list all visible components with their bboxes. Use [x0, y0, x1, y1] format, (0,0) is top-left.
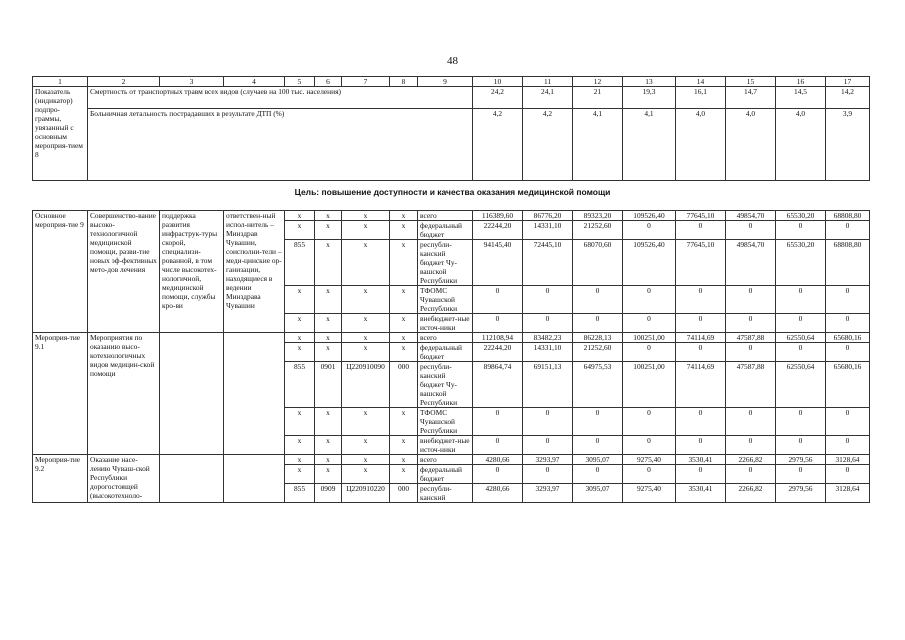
indicator-value-cell: 4,2: [473, 109, 523, 181]
funding-value-cell: 0: [523, 465, 573, 484]
column-number-cell: 8: [390, 77, 418, 87]
code-section-cell: 0901: [315, 362, 342, 408]
funding-value-cell: 77645,10: [676, 240, 726, 286]
column-number-cell: 4: [224, 77, 285, 87]
activity-id-cell: Мероприя-тие 9.1: [33, 333, 88, 455]
indicator-value-cell: 14,2: [826, 87, 870, 109]
funding-value-cell: 0: [473, 314, 523, 333]
code-grbs-cell: 855: [285, 484, 315, 503]
funding-value-cell: 86228,13: [573, 333, 623, 343]
funding-value-cell: 0: [623, 465, 676, 484]
code-grbs-cell: 855: [285, 240, 315, 286]
code-expense-cell: x: [390, 408, 418, 436]
activity-name-cell: Совершенство-вание высоко-технологичной медицинской помощи, разви-тие новых эф-фективных мето-дов лечения: [88, 211, 160, 333]
funding-value-cell: 0: [726, 314, 776, 333]
funding-value-cell: 49854,70: [726, 240, 776, 286]
funding-value-cell: 100251,00: [623, 362, 676, 408]
indicator-row: [33, 109, 870, 181]
code-section-cell: x: [315, 221, 342, 240]
code-section-cell: x: [315, 211, 342, 221]
activity-name-cell: Мероприятия по оказанию высо-котехнологичных видов медицин-ской помощи: [88, 333, 160, 455]
code-target-cell: Ц220910220: [342, 484, 390, 503]
funding-value-cell: 22244,20: [473, 343, 523, 362]
funding-value-cell: 65680,16: [826, 362, 870, 408]
funding-value-cell: 94145,40: [473, 240, 523, 286]
code-grbs-cell: x: [285, 343, 315, 362]
funding-value-cell: 0: [776, 314, 826, 333]
funding-value-cell: 77645,10: [676, 211, 726, 221]
code-expense-cell: 000: [390, 362, 418, 408]
funding-value-cell: 47587,88: [726, 362, 776, 408]
funding-value-cell: 0: [523, 286, 573, 314]
column-number-cell: 16: [776, 77, 826, 87]
funding-value-cell: 112108,94: [473, 333, 523, 343]
funding-value-cell: 0: [826, 436, 870, 455]
funding-value-cell: 0: [776, 286, 826, 314]
code-expense-cell: x: [390, 221, 418, 240]
funding-value-cell: 0: [726, 286, 776, 314]
funding-value-cell: 62550,64: [776, 333, 826, 343]
funding-value-cell: 9275,40: [623, 455, 676, 465]
activity-executor-cell: ответствен-ный испол-нитель – Минздрав Чувашии, соисполни-тели – меди-цинские ор-ганизации, находящиеся в ведении Минздрава Чувашии: [224, 211, 285, 333]
funding-value-cell: 21252,60: [573, 221, 623, 240]
funding-value-cell: 109526,40: [623, 211, 676, 221]
funding-value-cell: 0: [776, 436, 826, 455]
code-expense-cell: x: [390, 240, 418, 286]
funding-value-cell: 4280,66: [473, 455, 523, 465]
funding-value-cell: 3128,64: [826, 455, 870, 465]
indicator-table: [32, 76, 870, 181]
funding-value-cell: 100251,00: [623, 333, 676, 343]
funding-value-cell: 0: [573, 286, 623, 314]
funding-value-cell: 0: [623, 221, 676, 240]
funding-value-cell: 2979,56: [776, 455, 826, 465]
code-grbs-cell: x: [285, 314, 315, 333]
funding-value-cell: 68808,80: [826, 240, 870, 286]
code-target-cell: x: [342, 221, 390, 240]
funding-value-cell: 0: [676, 408, 726, 436]
funding-value-cell: 0: [473, 286, 523, 314]
funding-source-cell: республи-канский бюджет Чу-вашской Республики: [418, 240, 473, 286]
funding-value-cell: 0: [676, 465, 726, 484]
funding-value-cell: 3530,41: [676, 455, 726, 465]
code-section-cell: x: [315, 436, 342, 455]
code-expense-cell: x: [390, 436, 418, 455]
goal-title: Цель: повышение доступности и качества оказания медицинской помощи: [294, 187, 611, 197]
funding-source-cell: республи-канский бюджет Чу-вашской Республики: [418, 362, 473, 408]
code-expense-cell: x: [390, 343, 418, 362]
page-number: 48: [447, 55, 458, 67]
funding-value-cell: 0: [573, 436, 623, 455]
indicator-value-cell: 4,2: [523, 109, 573, 181]
funding-value-cell: 0: [726, 343, 776, 362]
activity-task-cell: [160, 455, 224, 503]
funding-value-cell: 2979,56: [776, 484, 826, 503]
code-target-cell: x: [342, 314, 390, 333]
funding-value-cell: 2266,82: [726, 455, 776, 465]
funding-value-cell: 3095,07: [573, 455, 623, 465]
funding-value-cell: 0: [676, 343, 726, 362]
funding-value-cell: 0: [573, 408, 623, 436]
funding-value-cell: 3095,07: [573, 484, 623, 503]
funding-value-cell: 86776,20: [523, 211, 573, 221]
funding-value-cell: 116389,60: [473, 211, 523, 221]
funding-value-cell: 0: [676, 436, 726, 455]
column-number-cell: 2: [88, 77, 160, 87]
column-number-cell: 11: [523, 77, 573, 87]
code-expense-cell: x: [390, 333, 418, 343]
funding-source-cell: ТФОМС Чувашской Республики: [418, 286, 473, 314]
column-number-cell: 3: [160, 77, 224, 87]
funding-value-cell: 22244,20: [473, 221, 523, 240]
funding-value-cell: 68808,80: [826, 211, 870, 221]
funding-value-cell: 0: [473, 465, 523, 484]
funding-value-cell: 68070,60: [573, 240, 623, 286]
funding-row: [33, 455, 870, 465]
funding-value-cell: 74114,69: [676, 362, 726, 408]
funding-value-cell: 64975,53: [573, 362, 623, 408]
funding-source-cell: ТФОМС Чувашской Республики: [418, 408, 473, 436]
funding-value-cell: 3530,41: [676, 484, 726, 503]
code-target-cell: x: [342, 333, 390, 343]
funding-value-cell: 65680,16: [826, 333, 870, 343]
code-grbs-cell: x: [285, 333, 315, 343]
funding-value-cell: 0: [623, 314, 676, 333]
funding-value-cell: 3293,97: [523, 455, 573, 465]
funding-value-cell: 0: [573, 314, 623, 333]
funding-source-cell: федеральный бюджет: [418, 465, 473, 484]
code-grbs-cell: x: [285, 465, 315, 484]
code-target-cell: x: [342, 455, 390, 465]
column-number-cell: 15: [726, 77, 776, 87]
funding-source-cell: всего: [418, 211, 473, 221]
code-target-cell: x: [342, 436, 390, 455]
code-grbs-cell: 855: [285, 362, 315, 408]
code-target-cell: x: [342, 465, 390, 484]
funding-value-cell: 21252,60: [573, 343, 623, 362]
funding-value-cell: 0: [573, 465, 623, 484]
funding-value-cell: 0: [726, 465, 776, 484]
funding-source-cell: внебюджет-ные источ-ники: [418, 436, 473, 455]
code-target-cell: x: [342, 286, 390, 314]
indicator-value-cell: 4,0: [776, 109, 826, 181]
indicator-value-cell: 4,0: [676, 109, 726, 181]
indicator-value-cell: 24,1: [523, 87, 573, 109]
funding-source-cell: всего: [418, 333, 473, 343]
code-section-cell: x: [315, 314, 342, 333]
column-number-row: [33, 77, 870, 87]
funding-value-cell: 0: [676, 221, 726, 240]
indicator-value-cell: 19,3: [623, 87, 676, 109]
funding-value-cell: 0: [776, 465, 826, 484]
column-number-cell: 5: [285, 77, 315, 87]
code-expense-cell: x: [390, 465, 418, 484]
funding-value-cell: 49854,70: [726, 211, 776, 221]
funding-value-cell: 65530,20: [776, 240, 826, 286]
funding-value-cell: 0: [623, 286, 676, 314]
funding-value-cell: 47587,88: [726, 333, 776, 343]
funding-value-cell: 14331,10: [523, 343, 573, 362]
code-section-cell: x: [315, 286, 342, 314]
funding-value-cell: 69151,13: [523, 362, 573, 408]
funding-value-cell: 89864,74: [473, 362, 523, 408]
indicator-value-cell: 4,1: [623, 109, 676, 181]
indicator-label-cell: Показатель (индикатор) подпро-граммы, увязанный с основным мероприя-тием 8: [33, 87, 88, 181]
funding-value-cell: 0: [676, 314, 726, 333]
funding-value-cell: 0: [623, 408, 676, 436]
code-expense-cell: x: [390, 455, 418, 465]
funding-value-cell: 2266,82: [726, 484, 776, 503]
funding-value-cell: 109526,40: [623, 240, 676, 286]
funding-value-cell: 0: [776, 343, 826, 362]
funding-value-cell: 0: [726, 408, 776, 436]
code-target-cell: x: [342, 240, 390, 286]
code-target-cell: x: [342, 211, 390, 221]
funding-value-cell: 0: [826, 408, 870, 436]
funding-value-cell: 0: [523, 436, 573, 455]
code-section-cell: x: [315, 465, 342, 484]
code-section-cell: x: [315, 408, 342, 436]
activity-id-cell: Мероприя-тие 9.2: [33, 455, 88, 503]
column-number-cell: 9: [418, 77, 473, 87]
indicator-name-cell: Смертность от транспортных травм всех видов (случаев на 100 тыс. населения): [88, 87, 473, 109]
indicator-value-cell: 14,7: [726, 87, 776, 109]
indicator-value-cell: 4,0: [726, 109, 776, 181]
code-expense-cell: x: [390, 314, 418, 333]
code-grbs-cell: x: [285, 221, 315, 240]
code-section-cell: x: [315, 343, 342, 362]
funding-row: [33, 333, 870, 343]
activity-executor-cell: [224, 333, 285, 455]
column-number-cell: 7: [342, 77, 390, 87]
funding-value-cell: 0: [473, 408, 523, 436]
funding-value-cell: 0: [826, 286, 870, 314]
funding-value-cell: 89323,20: [573, 211, 623, 221]
funding-value-cell: 72445,10: [523, 240, 573, 286]
funding-value-cell: 0: [623, 436, 676, 455]
code-grbs-cell: x: [285, 436, 315, 455]
indicator-value-cell: 24,2: [473, 87, 523, 109]
funding-source-cell: федеральный бюджет: [418, 343, 473, 362]
column-number-cell: 6: [315, 77, 342, 87]
funding-value-cell: 0: [473, 436, 523, 455]
funding-value-cell: 0: [776, 221, 826, 240]
indicator-name-cell: Больничная летальность пострадавших в результате ДТП (%): [88, 109, 473, 181]
code-section-cell: x: [315, 455, 342, 465]
funding-value-cell: 0: [623, 343, 676, 362]
code-section-cell: x: [315, 333, 342, 343]
funding-value-cell: 62550,64: [776, 362, 826, 408]
funding-source-cell: республи-канский: [418, 484, 473, 503]
indicator-value-cell: 4,1: [573, 109, 623, 181]
code-section-cell: 0909: [315, 484, 342, 503]
activity-name-cell: Оказание насе-лению Чуваш-ской Республики дорогостоящей (высокотехноло-: [88, 455, 160, 503]
code-expense-cell: x: [390, 211, 418, 221]
funding-value-cell: 0: [676, 286, 726, 314]
column-number-cell: 1: [33, 77, 88, 87]
indicator-value-cell: 3,9: [826, 109, 870, 181]
indicator-row: [33, 87, 870, 109]
funding-value-cell: 83482,23: [523, 333, 573, 343]
funding-value-cell: 0: [826, 343, 870, 362]
funding-value-cell: 14331,10: [523, 221, 573, 240]
code-section-cell: x: [315, 240, 342, 286]
column-number-cell: 17: [826, 77, 870, 87]
funding-row: [33, 211, 870, 221]
funding-value-cell: 0: [523, 314, 573, 333]
column-number-cell: 14: [676, 77, 726, 87]
code-target-cell: Ц220910090: [342, 362, 390, 408]
code-target-cell: x: [342, 408, 390, 436]
funding-source-cell: внебюджет-ные источ-ники: [418, 314, 473, 333]
code-grbs-cell: x: [285, 286, 315, 314]
code-grbs-cell: x: [285, 408, 315, 436]
activity-task-cell: поддержка развития инфраструк-туры скорой, специализи-рованной, в том числе высокотех-нологичной, медицинской помощи, службы кро-ви: [160, 211, 224, 333]
funding-value-cell: 0: [523, 408, 573, 436]
column-number-cell: 12: [573, 77, 623, 87]
code-grbs-cell: x: [285, 455, 315, 465]
program-table: [32, 210, 870, 503]
activity-executor-cell: [224, 455, 285, 503]
column-number-cell: 10: [473, 77, 523, 87]
code-grbs-cell: x: [285, 211, 315, 221]
funding-value-cell: 0: [826, 314, 870, 333]
activity-id-cell: Основное мероприя-тие 9: [33, 211, 88, 333]
funding-source-cell: всего: [418, 455, 473, 465]
funding-value-cell: 65530,20: [776, 211, 826, 221]
column-number-cell: 13: [623, 77, 676, 87]
code-expense-cell: x: [390, 286, 418, 314]
indicator-value-cell: 21: [573, 87, 623, 109]
funding-value-cell: 0: [726, 436, 776, 455]
indicator-value-cell: 14,5: [776, 87, 826, 109]
funding-value-cell: 0: [726, 221, 776, 240]
funding-source-cell: федеральный бюджет: [418, 221, 473, 240]
funding-value-cell: 74114,69: [676, 333, 726, 343]
funding-value-cell: 0: [826, 221, 870, 240]
activity-task-cell: [160, 333, 224, 455]
indicator-value-cell: 16,1: [676, 87, 726, 109]
funding-value-cell: 4280,66: [473, 484, 523, 503]
funding-value-cell: 3128,64: [826, 484, 870, 503]
funding-value-cell: 9275,40: [623, 484, 676, 503]
funding-value-cell: 0: [776, 408, 826, 436]
funding-value-cell: 0: [826, 465, 870, 484]
code-expense-cell: 000: [390, 484, 418, 503]
funding-value-cell: 3293,97: [523, 484, 573, 503]
code-target-cell: x: [342, 343, 390, 362]
